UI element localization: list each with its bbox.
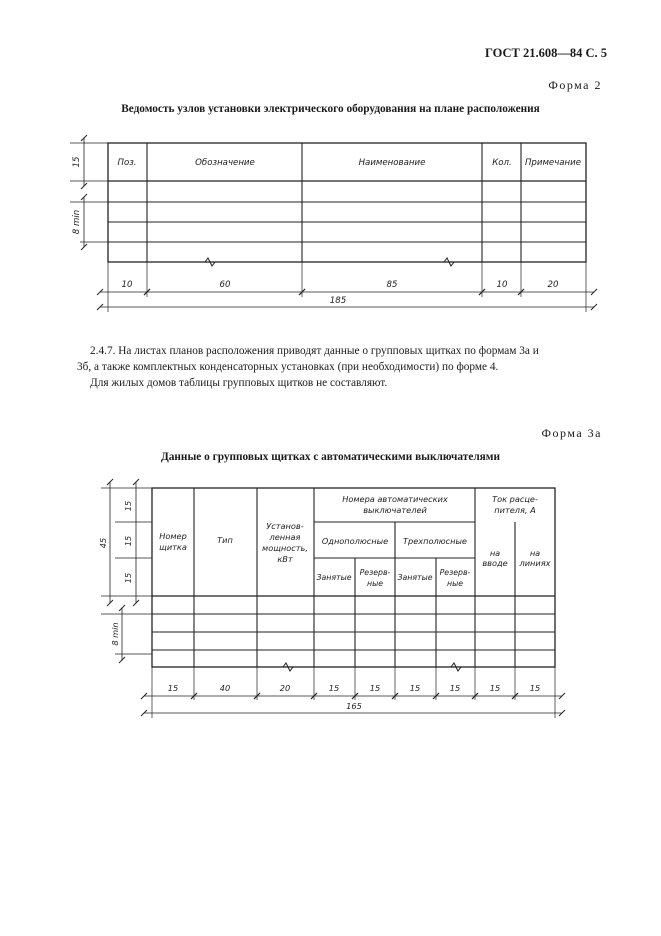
form3-dimension-lines <box>110 482 562 713</box>
form3-header-reserve-single-line2: ные <box>366 579 384 588</box>
form2-title: Ведомость узлов установки электрического оборудования на плане расположения <box>121 103 540 115</box>
form3-header-reserve-three-line2: ные <box>446 579 464 588</box>
form3-label: Форма 3а <box>541 426 602 440</box>
form3-width-5: 15 <box>369 683 381 693</box>
form2-width-pos: 10 <box>121 280 133 290</box>
form2-break-line-1 <box>150 258 299 266</box>
form3-total-width: 165 <box>346 701 362 711</box>
form3-labels <box>98 494 551 711</box>
form2-width-designation: 60 <box>219 280 231 290</box>
form3-header-power-line1: Установ- <box>266 521 304 531</box>
form3-header-busy-single: Занятые <box>316 573 352 582</box>
form3-header-total-height: 45 <box>98 537 108 549</box>
form3-row-height: 8 min <box>110 622 120 646</box>
form2-width-name: 85 <box>386 280 398 290</box>
form3-sub-height-3: 15 <box>123 572 133 584</box>
form3-header-reserve-three-line1: Резерв- <box>439 568 471 577</box>
form2-header-pos: Поз. <box>117 158 137 168</box>
document-header: ГОСТ 21.608—84 С. 5 <box>484 46 607 60</box>
form3-header-power-line2: ленная <box>269 532 301 542</box>
form3-header-lines-line2: линиях <box>519 558 551 568</box>
form3-header-busy-three: Занятые <box>397 573 433 582</box>
form3-sub-height-2: 15 <box>123 535 133 547</box>
form2-width-qty: 10 <box>496 280 508 290</box>
form3-width-2: 40 <box>219 683 231 693</box>
paragraph-line-3: Для жилых домов таблицы групповых щитков не составляют. <box>90 377 388 389</box>
form3-width-4: 15 <box>328 683 340 693</box>
form3-header-reserve-single-line1: Резерв- <box>359 568 391 577</box>
form3-header-number-line1: Номер <box>159 531 187 541</box>
form3-header-input-line2: вводе <box>482 558 508 568</box>
form3-header-power-line3: мощность, <box>262 543 308 553</box>
paragraph-line-1: 2.4.7. На листах планов расположения приводят данные о групповых щитках по формам 3а и <box>90 345 539 357</box>
form3-width-7: 15 <box>449 683 461 693</box>
form3-header-auto-line2: выключателей <box>363 505 427 515</box>
form3-header-auto-line1: Номера автоматических <box>342 494 448 504</box>
form2-label: Форма 2 <box>548 78 602 92</box>
form2-frame <box>108 143 586 262</box>
form2-table <box>70 138 594 312</box>
form3-header-three-pole: Трехполюсные <box>403 536 467 546</box>
form2-row-height: 8 min <box>72 209 82 235</box>
form2-header-qty: Кол. <box>492 158 512 168</box>
form3-header-current-line2: пителя, А <box>494 505 536 515</box>
form3-width-9: 15 <box>529 683 541 693</box>
form3-header-number-line2: щитка <box>159 542 187 552</box>
form2-width-note: 20 <box>547 280 559 290</box>
form2-header-name: Наименование <box>358 158 426 168</box>
form3-header-single-pole: Однополюсные <box>321 536 389 546</box>
form3-sub-height-1: 15 <box>123 500 133 512</box>
form3-title: Данные о групповых щитках с автоматическими выключателями <box>161 451 500 463</box>
form3-header-power-line4: кВт <box>277 554 293 564</box>
form3-width-3: 20 <box>279 683 291 693</box>
form2-labels <box>72 157 581 306</box>
paragraph-line-2: 3б, а также комплектных конденсаторных установках (при необходимости) по форме 4. <box>77 361 499 373</box>
form3-header-lines-line1: на <box>529 548 541 558</box>
form3-break-line-2 <box>436 663 475 671</box>
form2-header-height: 15 <box>72 156 82 168</box>
form3-header-type: Тип <box>217 535 233 545</box>
form3-width-1: 15 <box>167 683 179 693</box>
form2-header-note: Примечание <box>524 158 582 168</box>
form2-row-lines <box>108 181 586 242</box>
form2-total-width: 185 <box>329 296 347 306</box>
form3-width-8: 15 <box>489 683 501 693</box>
form2-header-designation: Обозначение <box>195 158 255 168</box>
form3-header-current-line1: Ток расце- <box>492 494 538 504</box>
form2-dimension-lines <box>84 138 594 307</box>
form3-width-6: 15 <box>409 683 421 693</box>
form3-header-input-line1: на <box>489 548 501 558</box>
form3-column-lines <box>194 488 515 667</box>
